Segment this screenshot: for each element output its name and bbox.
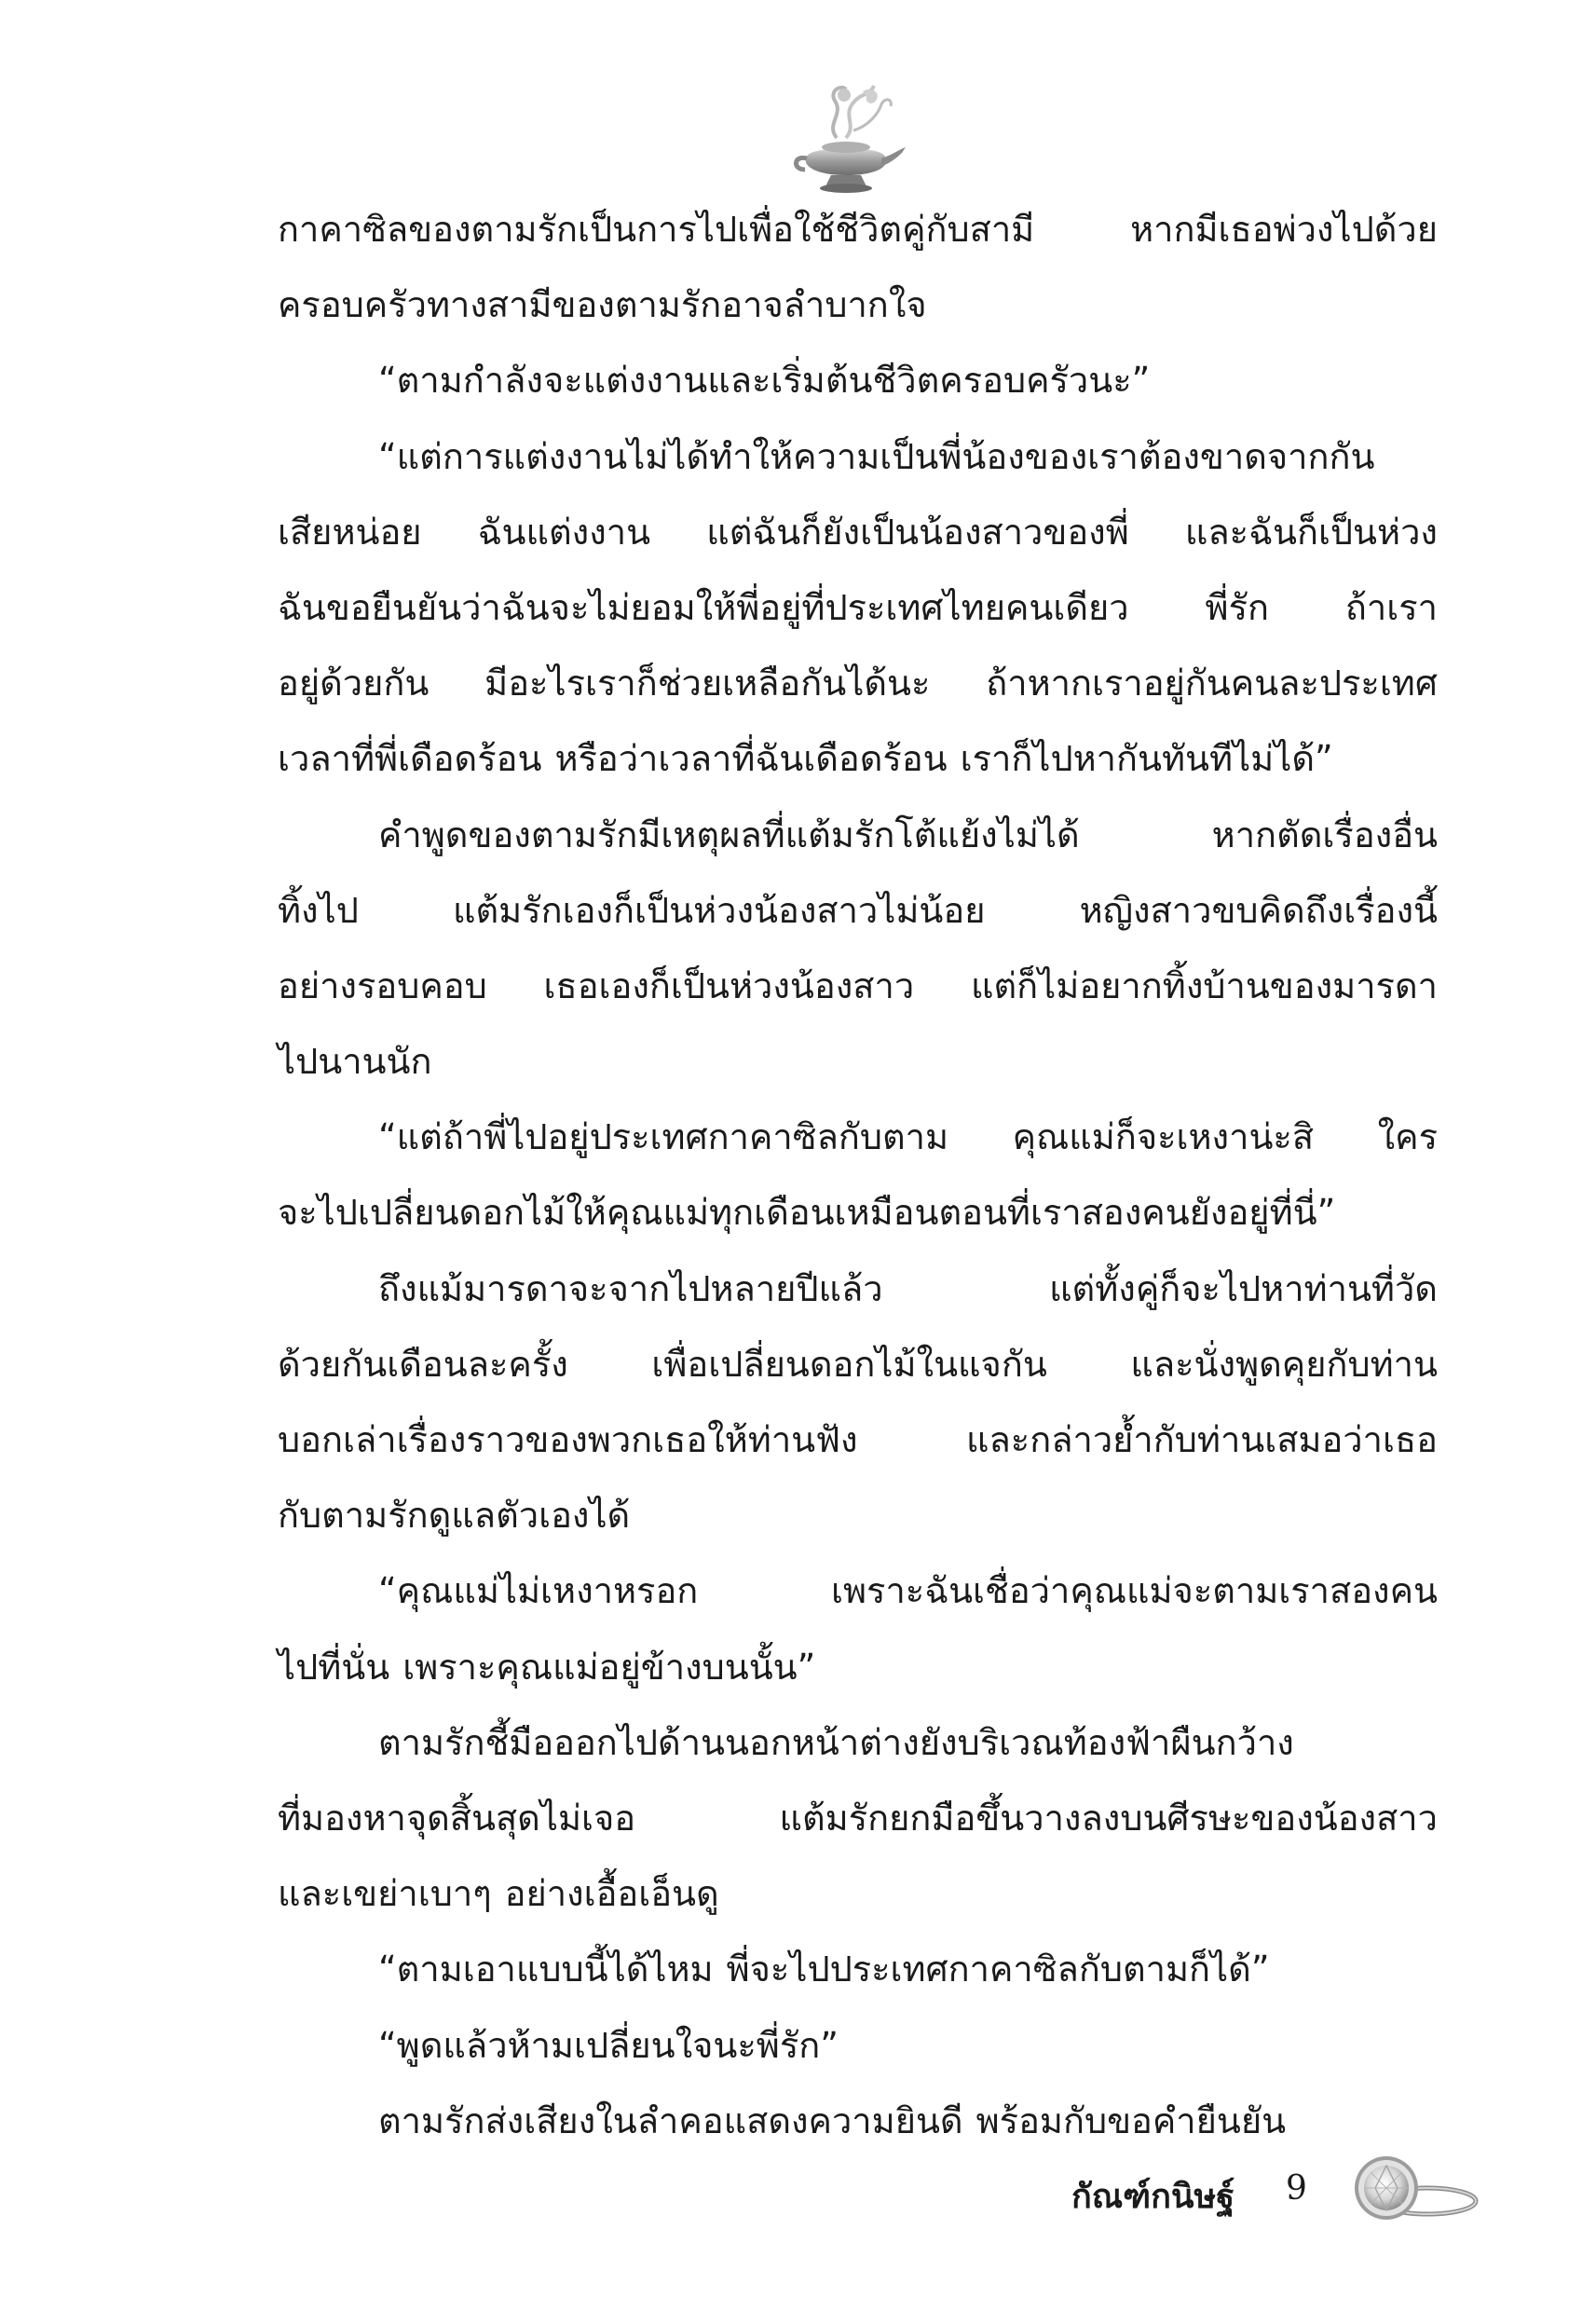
text-word: เพราะคุณแม่อยู่ข้างบนนั้น” (402, 1646, 816, 1688)
text-word: กับตามรักดูแลตัวเองได้ (278, 1495, 631, 1537)
text-line (278, 1327, 1438, 1402)
text-line (278, 192, 1438, 267)
text-line (278, 1781, 1438, 1856)
text-line (278, 1024, 1438, 1100)
text-word: ไปที่นั่น (278, 1646, 390, 1688)
text-word: ฉันขอยืนยันว่าฉันจะไม่ยอมให้พี่อยู่ที่ประเทศไทยคนเดียว (278, 586, 1129, 628)
text-word: ใคร (1377, 1116, 1438, 1158)
text-word: ด้วยกันเดือนละครั้ง (278, 1343, 568, 1385)
text-word: เพราะฉันเชื่อว่าคุณแม่จะตามเราสองคน (831, 1570, 1438, 1612)
text-line (278, 1402, 1438, 1478)
text-word: “พูดแล้วห้ามเปลี่ยนใจนะพี่รัก” (378, 2024, 839, 2066)
text-word: หญิงสาวขบคิดถึงเรื่องนี้ (1079, 889, 1438, 931)
text-word: “แต่ถ้าพี่ไปอยู่ประเทศกาคาซิลกับตาม (378, 1116, 949, 1158)
text-word: คุณแม่ก็จะเหงาน่ะสิ (1012, 1116, 1315, 1158)
text-line (278, 1705, 1438, 1781)
text-line (278, 343, 1438, 418)
text-line (278, 1100, 1438, 1175)
genie-lamp-icon (788, 73, 909, 203)
text-line (278, 1630, 1438, 1705)
text-line (278, 570, 1438, 646)
text-word: ครอบครัวทางสามีของตามรักอาจลำบากใจ (278, 284, 927, 326)
text-word: “ตามเอาแบบนี้ได้ไหม (378, 1949, 714, 1990)
text-line (278, 1478, 1438, 1553)
text-word: บอกเล่าเรื่องราวของพวกเธอให้ท่านฟัง (278, 1419, 858, 1460)
text-word: ทิ้งไป (278, 889, 359, 931)
text-word: มีอะไรเราก็ช่วยเหลือกันได้นะ (484, 663, 931, 704)
text-word: หรือว่าเวลาที่ฉันเดือดร้อน (554, 738, 948, 780)
text-word: อยู่ด้วยกัน (278, 663, 430, 704)
text-line (278, 646, 1438, 721)
text-line (278, 721, 1438, 797)
text-word: เราก็ไปหากันทันทีไม่ได้” (960, 738, 1333, 780)
text-line (278, 949, 1438, 1024)
text-word: และนั่งพูดคุยกับท่าน (1130, 1343, 1438, 1385)
text-word: กาคาซิลของตามรักเป็นการไปเพื่อใช้ชีวิตคู่กับสามี (278, 209, 1035, 250)
text-word: อย่างเอื้อเอ็นดู (504, 1873, 719, 1915)
text-line (278, 419, 1438, 495)
text-line (278, 495, 1438, 570)
text-word: แต้มรักเองก็เป็นห่วงน้องสาวไม่น้อย (452, 889, 986, 931)
text-line (278, 873, 1438, 949)
text-word: เธอเองก็เป็นห่วงน้องสาว (543, 964, 915, 1006)
text-word: แต้มรักยกมือขึ้นวางลงบนศีรษะของน้องสาว (779, 1797, 1438, 1839)
text-word: เพื่อเปลี่ยนดอกไม้ในแจกัน (651, 1343, 1047, 1385)
text-word: จะไปเปลี่ยนดอกไม้ให้คุณแม่ทุกเดือนเหมือนตอนที่เราสองคนยังอยู่ที่นี่” (278, 1192, 1336, 1234)
text-line (278, 798, 1438, 873)
text-line (278, 1856, 1438, 1932)
text-line (278, 267, 1438, 343)
text-word: คำพูดของตามรักมีเหตุผลที่แต้มรักโต้แย้งไม่ได้ (378, 814, 1080, 855)
text-line (278, 1932, 1438, 2007)
book-title: กัณฑ์กนิษฐ์ (1071, 2178, 1235, 2216)
page-number: 9 (1286, 2169, 1307, 2208)
text-word: “ตามกำลังจะแต่งงานและเริ่มต้นชีวิตครอบครัวนะ” (378, 360, 1151, 402)
text-word: ตามรักชี้มือออกไปด้านนอกหน้าต่างยังบริเวณท้องฟ้าผืนกว้าง (378, 1721, 1294, 1763)
text-word: ตามรักส่งเสียงในลำคอแสดงความยินดี (378, 2099, 963, 2141)
text-word: พี่รัก (1205, 586, 1269, 628)
text-word: ถ้าหากเราอยู่กันคนละประเทศ (986, 663, 1438, 704)
text-word: ถ้าเรา (1344, 586, 1438, 628)
text-word: และฉันก็เป็นห่วง (1184, 511, 1438, 553)
text-word: ฉันแต่งงาน (477, 511, 651, 553)
text-line (278, 1251, 1438, 1327)
text-word: และกล่าวย้ำกับท่านเสมอว่าเธอ (966, 1419, 1438, 1460)
text-word: ที่มองหาจุดสิ้นสุดไม่เจอ (278, 1797, 636, 1839)
text-word: “คุณแม่ไม่เหงาหรอก (378, 1570, 699, 1612)
text-word: พี่จะไปประเทศกาคาซิลกับตามก็ได้” (726, 1949, 1270, 1990)
text-word: ไปนานนัก (278, 1041, 432, 1083)
text-line (278, 1175, 1438, 1251)
text-word: หากตัดเรื่องอื่น (1211, 814, 1438, 855)
text-word: แต่ทั้งคู่ก็จะไปหาท่านที่วัด (1049, 1267, 1438, 1309)
text-word: และเขย่าเบาๆ (278, 1873, 492, 1915)
text-word: “แต่การแต่งงานไม่ได้ทำให้ความเป็นพี่น้องของเราต้องขาดจากกัน (378, 435, 1375, 477)
diamond-ring-icon (1342, 2143, 1481, 2236)
text-word: เสียหน่อย (278, 511, 422, 553)
text-line (278, 2008, 1438, 2084)
body-text (278, 192, 1438, 2141)
page-footer (1071, 2143, 1509, 2236)
text-word: เวลาที่พี่เดือดร้อน (278, 738, 542, 780)
text-word: แต่ฉันก็ยังเป็นน้องสาวของพี่ (706, 511, 1129, 553)
text-word: ถึงแม้มารดาจะจากไปหลายปีแล้ว (378, 1267, 883, 1309)
text-word: แต่ก็ไม่อยากทิ้งบ้านของมารดา (971, 964, 1438, 1006)
text-line (278, 1553, 1438, 1629)
text-word: หากมีเธอพ่วงไปด้วย (1130, 209, 1438, 250)
text-word: อย่างรอบคอบ (278, 964, 487, 1006)
text-word: พร้อมกับขอคำยืนยัน (975, 2099, 1287, 2141)
